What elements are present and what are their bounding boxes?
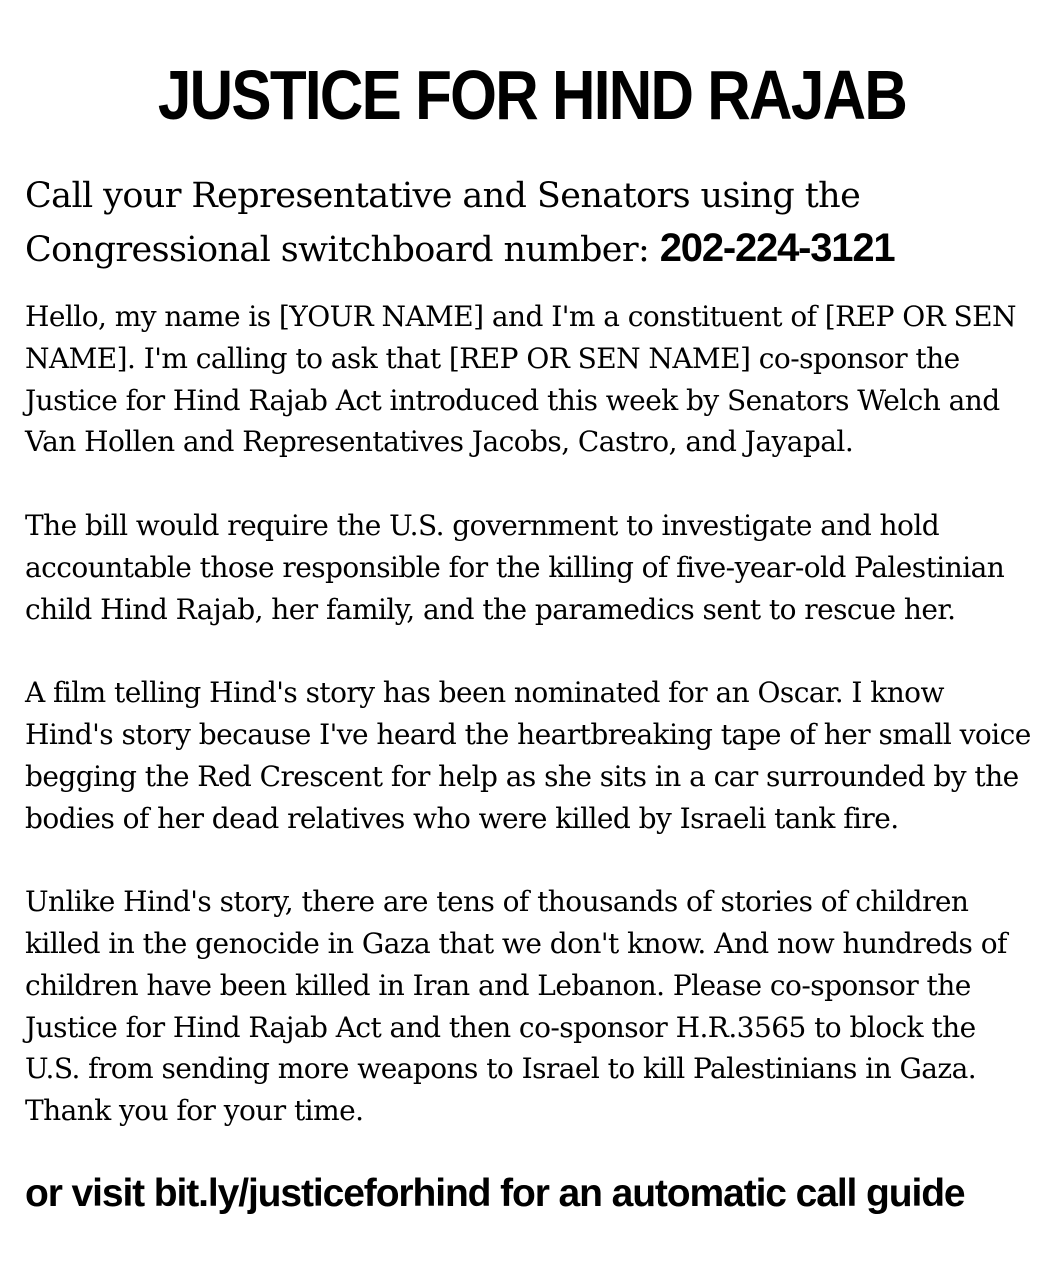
script-paragraph-intro: Hello, my name is [YOUR NAME] and I'm a constituent of [REP OR SEN NAME]. I'm calling to ask that [REP OR SEN NAME] co-sponsor the Justice for Hind Rajab Act introduced this week by Senators Welch and Van Hollen and Representatives Jacobs, Castro, and Jayapal. bbox=[25, 300, 1017, 459]
script-paragraph-closing: Unlike Hind's story, there are tens of thousands of stories of children killed in the genocide in Gaza that we don't know. And now hundreds of children have been killed in Iran and Lebanon. Please co-sponsor the Justice for Hind Rajab Act and then co-sponsor H.R.3565 to block the U.S. from sending more weapons to Israel to kill Palestinians in Gaza. Thank you for your time. bbox=[25, 885, 1007, 1128]
page-title: JUSTICE FOR HIND RAJAB bbox=[157, 56, 907, 134]
call-instructions bbox=[25, 170, 1035, 276]
script-paragraph-film: A film telling Hind's story has been nominated for an Oscar. I know Hind's story because I've heard the heartbreaking tape of her small voice begging the Red Crescent for help as she sits in a car surrounded by the bodies of her dead relatives who were killed by Israeli tank fire. bbox=[25, 676, 1031, 835]
call-instructions-text: Call your Representative and Senators using the Congressional switchboard number: bbox=[25, 176, 861, 270]
call-guide-link-text: or visit bit.ly/justiceforhind for an automatic call guide bbox=[25, 1172, 965, 1215]
call-script bbox=[25, 296, 1037, 1132]
script-paragraph-bill: The bill would require the U.S. government to investigate and hold accountable those responsible for the killing of five-year-old Palestinian child Hind Rajab, her family, and the paramedics sent to rescue her. bbox=[25, 508, 1005, 626]
switchboard-phone-number: 202-224-3121 bbox=[659, 226, 895, 270]
